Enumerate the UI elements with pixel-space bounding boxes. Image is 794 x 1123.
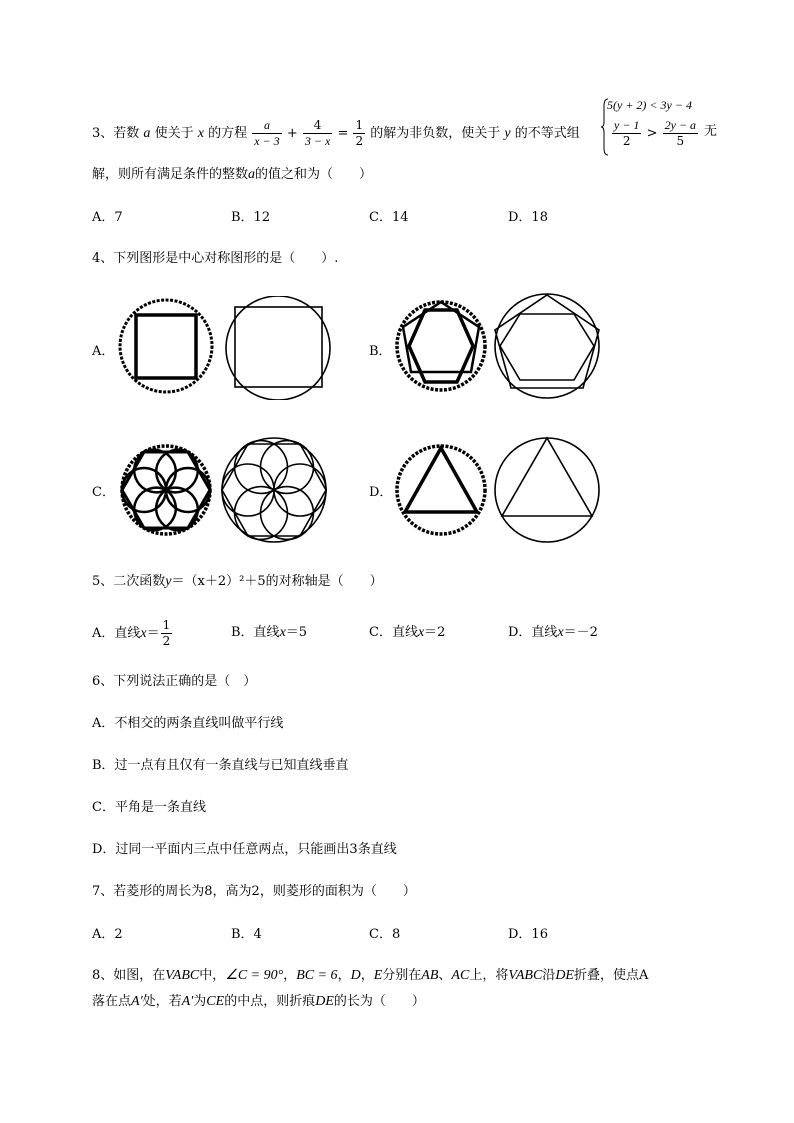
q3-fraction-3: $\frac{1}{2}$ [355,118,364,148]
figure-b-circle-hexagon [395,292,607,400]
q5-option-c[interactable]: C．直线x＝2 [369,625,446,640]
q3-plus: + [286,126,298,141]
q3-text: 3、若数 [92,126,140,141]
q3-tail: 无 [704,124,718,139]
q5-option-a[interactable]: A．直线x＝ $\frac{1}{2}$ [92,618,171,648]
q6-option-c[interactable]: C．平角是一条直线 [92,800,206,815]
q3-fraction-2: $\frac{4}{3 - x}$ [304,118,331,148]
q8-line2: 落在点A′处，若A′为CE的中点，则折痕DE的长为（ ） [92,994,425,1009]
q7-option-b[interactable]: B．4 [231,927,262,942]
q7-question: 7、若菱形的周长为8，高为2，则菱形的面积为（ ） [92,884,416,899]
q3-inequality-system [601,98,701,158]
figure-c-circle-petals [120,436,334,544]
figure-d-clean [495,438,599,542]
q4-label-d[interactable]: D． [369,485,393,500]
figure-a-circle-square [118,296,334,400]
figure-a-sketch [120,300,212,392]
q3-option-d[interactable]: D．18 [508,210,548,225]
q8-line1: 8、如图，在VABC中，∠C = 90°，BC = 6，D，E分别在AB、AC上，将VABC沿DE折叠，使点A [92,968,649,983]
figure-c-clean [222,438,326,542]
q6-option-a[interactable]: A．不相交的两条直线叫做平行线 [92,716,284,731]
q3-system-line-2: $\frac{y - 1}{2}$ > $\frac{2y - a}{5}$ [614,118,697,148]
q4-label-a[interactable]: A． [92,344,115,359]
q3-line2: 解，则所有满足条件的整数a的值之和为（ ） [92,167,373,182]
q7-option-d[interactable]: D．16 [508,927,548,942]
q3-var-x: x [197,126,204,141]
q5-option-d[interactable]: D．直线x＝－2 [508,625,598,640]
q3-text: 的不等式组 [514,126,580,141]
q3-line1 [92,118,580,149]
figure-b-sketch [397,302,485,390]
q3-system-line-1: 5(y + 2) < 3y − 4 [607,98,692,112]
q3-text: 使关于 [154,126,194,141]
figure-c-sketch [122,446,210,534]
q7-option-c[interactable]: C．8 [369,927,401,942]
q4-label-c[interactable]: C． [92,485,115,500]
figure-a-clean [226,296,330,400]
figure-d-sketch [397,446,485,534]
figure-b-clean [495,294,599,398]
q4-label-b[interactable]: B． [369,344,392,359]
q3-option-c[interactable]: C．14 [369,210,409,225]
q6-question: 6、下列说法正确的是（ ） [92,674,257,689]
q3-text: 的方程 [208,126,248,141]
q3-fraction-1: $\frac{a}{x - 3}$ [254,118,280,148]
q6-option-d[interactable]: D．过同一平面内三点中任意两点，只能画出3条直线 [92,842,397,857]
q3-option-b[interactable]: B．12 [231,210,271,225]
q3-var-a: a [143,126,151,141]
q4-question: 4、下列图形是中心对称图形的是（ ）. [92,251,339,266]
q7-option-a[interactable]: A．2 [92,927,123,942]
q3-text: 的解为非负数，使关于 [370,126,501,141]
q6-option-b[interactable]: B．过一点有且仅有一条直线与已知直线垂直 [92,758,349,773]
q3-option-a[interactable]: A．7 [92,210,123,225]
q5-option-b[interactable]: B．直线x＝5 [231,625,308,640]
q5-question: 5、二次函数y＝（x＋2）²＋5的对称轴是（ ） [92,574,383,589]
q3-equals: = [337,126,349,141]
figure-d-circle-triangle [395,436,607,544]
q3-var-y: y [504,126,511,141]
